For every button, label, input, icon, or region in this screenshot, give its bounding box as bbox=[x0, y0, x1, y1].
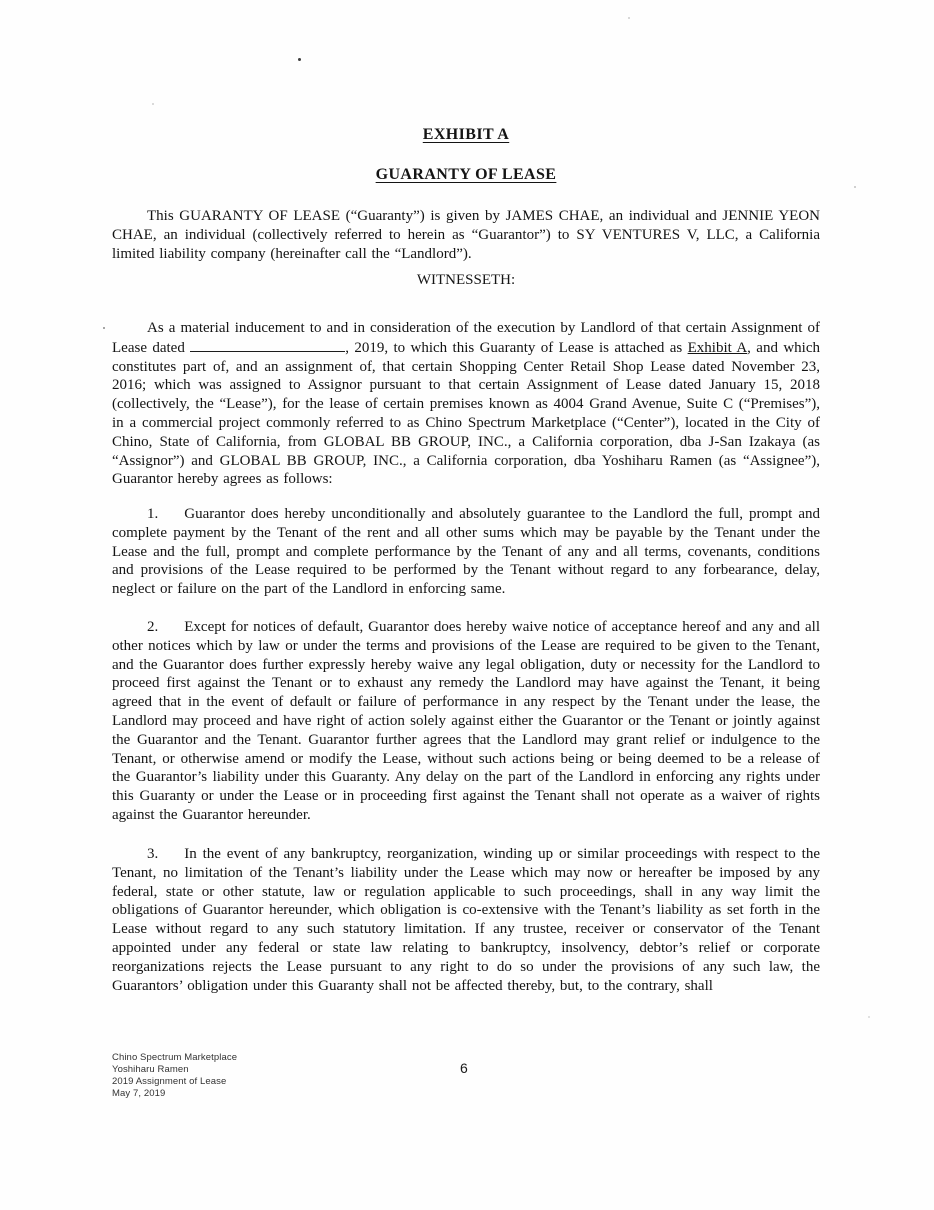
footer-line-project: Chino Spectrum Marketplace bbox=[112, 1052, 238, 1063]
exhibit-title: EXHIBIT A bbox=[422, 126, 510, 143]
footer-line-document: 2019 Assignment of Lease bbox=[112, 1076, 227, 1087]
scan-speckle bbox=[854, 186, 856, 188]
scan-speckle bbox=[152, 103, 154, 105]
footer-line-date: May 7, 2019 bbox=[112, 1088, 166, 1099]
witnesseth-heading: WITNESSETH: bbox=[416, 272, 516, 288]
numbered-paragraph-1 bbox=[112, 505, 820, 599]
recital-text-mid: , 2019, to which this Guaranty of Lease is attached as bbox=[345, 339, 688, 356]
intro-paragraph: This GUARANTY OF LEASE (“Guaranty”) is given by JAMES CHAE, an individual and JENNIE YEON CHAE, an individual (collectively referred to herein as “Guarantor”) to SY VENTURES V, LLC, a California limited liability company (hereinafter call the “Landlord”). bbox=[112, 208, 820, 262]
paragraph-text: Except for notices of default, Guarantor does hereby waive notice of acceptance hereof and any and all other notices which by law or under the terms and provisions of the Lease are required to be given to the Tenant, and the Guarantor does further expressly hereby waive any legal obligation, duty or necessity for the Landlord to proceed first against the Tenant or to exhaust any remedy the Landlord may have against the Tenant, it being agreed that in the event of default or failure of performance in any respect by the Tenant under the lease, the Landlord may proceed and have right of action solely against either the Guarantor or the Tenant or jointly against the Guarantor and the Tenant. Guarantor further agrees that the Landlord may grant relief or indulgence to the Tenant, or otherwise amend or modify the Lease, without such actions being or being deemed to be a release of the Guarantor’s liability under this Guaranty. Any delay on the part of the Landlord in enforcing any rights under this Guaranty or under the Lease or in proceeding first against the Tenant shall not operate as a waiver of rights against the Guarantor hereunder. bbox=[112, 619, 820, 823]
numbered-paragraph-3 bbox=[112, 845, 820, 995]
recital-text-pre: As a material inducement to and in consideration of the execution by Landlord of that certain Assignment of Lease dated bbox=[112, 320, 820, 356]
footer-line-tenant: Yoshiharu Ramen bbox=[112, 1064, 189, 1075]
paragraph-text: Guarantor does hereby unconditionally and absolutely guarantee to the Landlord the full, prompt and complete payment by the Tenant of the rent and all other sums which may be payable by the Tenant under the Lease and the full, prompt and complete performance by the Tenant of any and all terms, covenants, conditions and provisions of the Lease required to be performed by the Tenant without regard to any forbearance, delay, neglect or failure on the part of the Landlord in enforcing same. bbox=[112, 506, 820, 598]
exhibit-a-reference: Exhibit A bbox=[687, 339, 748, 356]
recital-text-post: , and which constitutes part of, and an assignment of, that certain Shopping Center Retail Shop Lease dated November 23, 2016; which was assigned to Assignor pursuant to that certain Assignment of Lease dated January 15, 2018 (collectively, the “Lease”), for the lease of certain premises known as 4004 Grand Avenue, Suite C (“Premises”), in a commercial project commonly referred to as Chino Spectrum Marketplace (“Center”), located in the City of Chino, State of California, from GLOBAL BB GROUP, INC., a California corporation, dba J-San Izakaya (as “Assignor”) and GLOBAL BB GROUP, INC., a California corporation, dba Yoshiharu Ramen (as “Assignee”), Guarantor hereby agrees as follows: bbox=[112, 339, 820, 488]
paragraph-number: 1. bbox=[147, 506, 159, 522]
scan-speckle bbox=[868, 1016, 870, 1018]
scan-speckle bbox=[103, 327, 105, 329]
footer-id-block bbox=[112, 1052, 412, 1100]
numbered-paragraph-2 bbox=[112, 618, 820, 825]
page-number: 6 bbox=[460, 1060, 468, 1076]
scan-speckle bbox=[298, 58, 301, 61]
paragraph-text: In the event of any bankruptcy, reorganization, winding up or similar proceedings with respect to the Tenant, no limitation of the Tenant’s liability under the Lease which may now or hereafter be imposed by any federal, state or other statute, law or regulation applicable to such proceedings, shall in any way limit the obligations of Guarantor hereunder, which obligation is co-extensive with the Tenant’s liability as set forth in the Lease without regard to any such statutory limitation. If any trustee, receiver or conservator of the Tenant appointed under any federal or state law relating to bankruptcy, insolvency, debtor’s relief or corporate reorganizations rejects the Lease pursuant to any right to do so under the provisions of any such law, the Guarantors’ obligation under this Guaranty shall not be affected thereby, but, to the contrary, shall bbox=[112, 846, 820, 994]
paragraph-number: 3. bbox=[147, 846, 159, 862]
document-title: GUARANTY OF LEASE bbox=[375, 166, 557, 183]
recital-paragraph bbox=[112, 319, 820, 489]
scan-speckle bbox=[628, 17, 630, 19]
blank-fill-line bbox=[190, 338, 345, 352]
paragraph-number: 2. bbox=[147, 619, 159, 635]
